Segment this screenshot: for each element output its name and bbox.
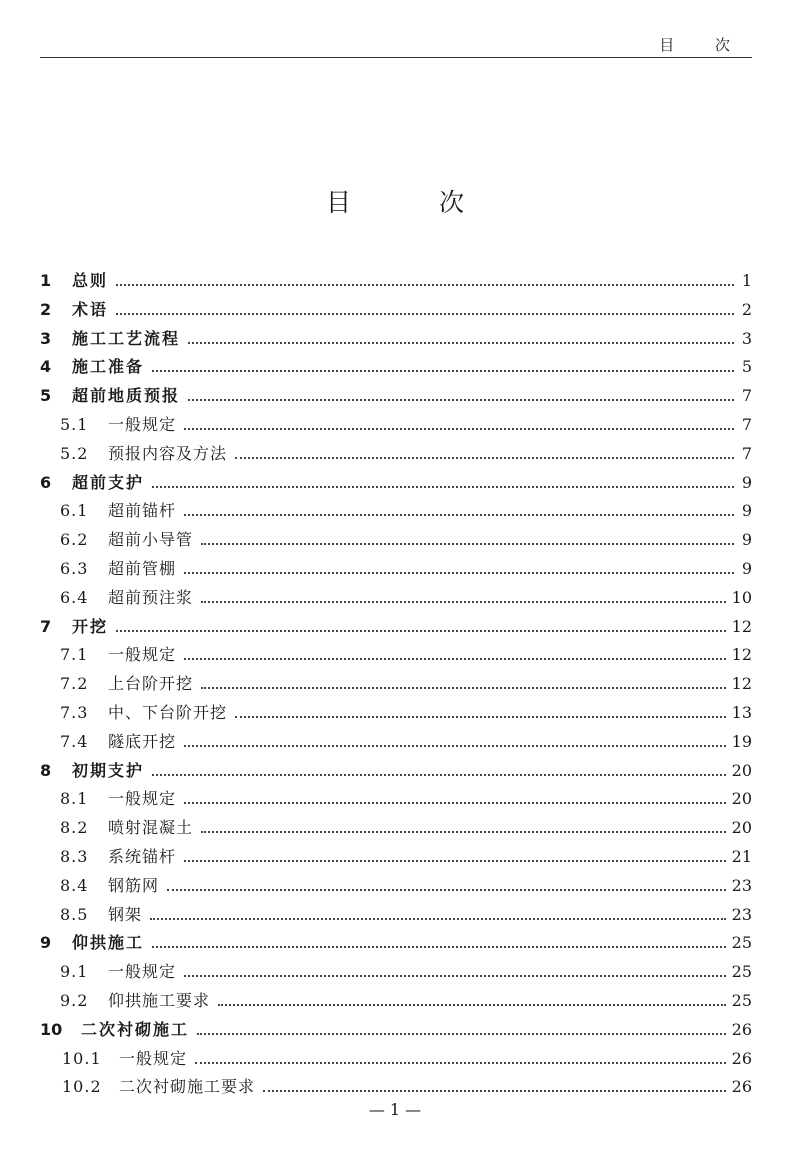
toc-entry-10-2[interactable] [40, 1074, 752, 1103]
dot-leader [184, 802, 726, 804]
toc-entry-title: 钢筋网 [108, 875, 160, 895]
dot-leader [184, 860, 726, 862]
dot-leader [201, 687, 726, 689]
running-header: 目 次 [659, 36, 748, 54]
dot-leader [218, 1004, 726, 1006]
dot-leader [184, 658, 726, 660]
toc-entry-9[interactable] [40, 930, 752, 959]
toc-entry-title: 总则 [72, 271, 109, 290]
dot-leader [152, 486, 734, 488]
toc-entry-title: 仰拱施工要求 [108, 990, 211, 1010]
toc-entry-number: 7 [40, 616, 52, 636]
toc-entry-number: 6.1 [60, 501, 89, 521]
toc-entry-page: 20 [731, 818, 752, 838]
toc-entry-title: 上台阶开挖 [108, 674, 194, 694]
toc-entry-number: 8.5 [60, 904, 89, 924]
toc-entry-title: 术语 [72, 299, 109, 319]
toc-entry-page: 5 [741, 357, 752, 377]
toc-entry-page: 21 [731, 846, 752, 866]
toc-entry-page: 12 [731, 616, 752, 636]
toc-entry-number: 9 [40, 933, 52, 953]
dot-leader [150, 918, 726, 920]
toc-entry-title: 系统锚杆 [108, 846, 177, 866]
header-rule [40, 57, 752, 58]
toc-entry-number: 8 [40, 760, 52, 780]
page-title: 目 次 [326, 188, 504, 217]
toc-entry-page: 23 [731, 904, 752, 924]
toc-entry-page: 12 [731, 674, 752, 694]
toc-entry-page: 10 [731, 587, 752, 607]
toc-entry-6-3[interactable] [40, 556, 752, 585]
toc-entry-page: 1 [741, 271, 752, 290]
toc-entry-title: 一般规定 [108, 645, 177, 665]
toc-entry-7-4[interactable] [40, 729, 752, 758]
toc-entry-page: 25 [731, 990, 752, 1010]
toc-entry-7-2[interactable] [40, 671, 752, 700]
toc-entry-page: 19 [731, 731, 752, 751]
dot-leader [263, 1090, 726, 1092]
toc-entry-6[interactable] [40, 470, 752, 499]
toc-entry-number: 4 [40, 357, 52, 377]
dot-leader [184, 428, 734, 430]
toc-entry-page: 7 [741, 386, 752, 406]
toc-entry-title: 超前锚杆 [108, 501, 177, 521]
toc-entry-8-4[interactable] [40, 873, 752, 902]
toc-entry-number: 5.1 [60, 414, 89, 434]
toc-entry-8-2[interactable] [40, 815, 752, 844]
toc-entry-9-1[interactable] [40, 959, 752, 988]
toc-entry-4[interactable] [40, 354, 752, 383]
dot-leader [201, 831, 726, 833]
toc-entry-number: 8.3 [60, 846, 89, 866]
dot-leader [152, 370, 734, 372]
toc-entry-number: 5 [40, 386, 52, 406]
toc-entry-5[interactable] [40, 383, 752, 412]
toc-entry-number: 7.3 [60, 702, 89, 722]
dot-leader [116, 284, 734, 286]
toc-entry-page: 26 [731, 1019, 752, 1039]
toc-entry-title: 仰拱施工 [72, 933, 145, 953]
toc-entry-title: 开挖 [72, 616, 109, 636]
toc-entry-title: 钢架 [108, 904, 143, 924]
toc-entry-page: 26 [731, 1048, 752, 1068]
toc-entry-5-1[interactable] [40, 412, 752, 441]
toc-entry-title: 超前管棚 [108, 558, 177, 578]
toc-entry-9-2[interactable] [40, 988, 752, 1017]
toc-entry-page: 9 [741, 558, 752, 578]
toc-entry-number: 10 [40, 1019, 63, 1039]
dot-leader [184, 745, 726, 747]
toc-entry-number: 9.1 [60, 962, 89, 982]
page-number: — 1 — [368, 1100, 422, 1119]
dot-leader [152, 946, 726, 948]
toc-entry-page: 9 [741, 472, 752, 492]
toc-entry-page: 12 [731, 645, 752, 665]
toc-entry-6-2[interactable] [40, 527, 752, 556]
toc-entry-8-5[interactable] [40, 902, 752, 931]
toc-entry-title: 一般规定 [108, 789, 177, 809]
toc-entry-page: 9 [741, 501, 752, 521]
dot-leader [116, 313, 734, 315]
toc-entry-5-2[interactable] [40, 441, 752, 470]
dot-leader [188, 399, 734, 401]
toc-entry-page: 20 [731, 760, 752, 780]
toc-entry-page: 23 [731, 875, 752, 895]
toc-entry-title: 超前支护 [72, 472, 145, 492]
toc-entry-6-1[interactable] [40, 498, 752, 527]
toc-entry-8[interactable] [40, 758, 752, 787]
toc-entry-title: 中、下台阶开挖 [108, 702, 228, 722]
toc-entry-page: 9 [741, 530, 752, 550]
toc-entry-page: 7 [741, 414, 752, 434]
toc-entry-number: 6.2 [60, 530, 89, 550]
toc-entry-6-4[interactable] [40, 585, 752, 614]
toc-entry-title: 隧底开挖 [108, 731, 177, 751]
toc-entry-page: 25 [731, 962, 752, 982]
toc-entry-number: 6.4 [60, 587, 89, 607]
toc-entry-title: 二次衬砌施工要求 [119, 1077, 256, 1097]
toc-entry-title: 超前小导管 [108, 530, 194, 550]
toc-entry-page: 3 [741, 328, 752, 348]
dot-leader [235, 716, 726, 718]
toc-entry-number: 7.1 [60, 645, 89, 665]
dot-leader [167, 889, 726, 891]
toc-entry-page: 26 [731, 1077, 752, 1097]
toc-entry-number: 6 [40, 472, 52, 492]
toc-entry-number: 9.2 [60, 990, 89, 1010]
toc-entry-7-3[interactable] [40, 700, 752, 729]
toc-entry-title: 喷射混凝土 [108, 818, 194, 838]
table-of-contents [40, 268, 752, 1103]
toc-entry-page: 13 [731, 702, 752, 722]
toc-entry-title: 超前预注浆 [108, 587, 194, 607]
dot-leader [195, 1062, 726, 1064]
toc-entry-number: 6.3 [60, 558, 89, 578]
dot-leader [184, 514, 734, 516]
toc-entry-number: 7.2 [60, 674, 89, 694]
toc-entry-title: 超前地质预报 [72, 386, 181, 406]
toc-entry-7-1[interactable] [40, 642, 752, 671]
toc-entry-8-1[interactable] [40, 786, 752, 815]
toc-entry-number: 8.4 [60, 875, 89, 895]
toc-entry-10[interactable] [40, 1017, 752, 1046]
dot-leader [188, 342, 734, 344]
dot-leader [201, 601, 726, 603]
toc-entry-title: 二次衬砌施工 [81, 1019, 190, 1039]
dot-leader [116, 630, 726, 632]
toc-entry-title: 施工工艺流程 [72, 328, 181, 348]
toc-entry-7[interactable] [40, 614, 752, 643]
dot-leader [201, 543, 734, 545]
toc-entry-page: 7 [741, 443, 752, 463]
toc-entry-number: 5.2 [60, 443, 89, 463]
toc-entry-3[interactable] [40, 326, 752, 355]
toc-entry-1[interactable] [40, 268, 752, 297]
toc-entry-number: 8.2 [60, 818, 89, 838]
toc-entry-number: 8.1 [60, 789, 89, 809]
toc-entry-2[interactable] [40, 297, 752, 326]
dot-leader [235, 457, 734, 459]
dot-leader [184, 572, 734, 574]
toc-entry-number: 1 [40, 271, 52, 290]
toc-entry-page: 2 [741, 299, 752, 319]
toc-entry-page: 20 [731, 789, 752, 809]
toc-entry-number: 10.1 [62, 1048, 102, 1068]
toc-entry-title: 初期支护 [72, 760, 145, 780]
dot-leader [184, 975, 726, 977]
dot-leader [197, 1033, 726, 1035]
toc-entry-number: 3 [40, 328, 52, 348]
toc-entry-title: 一般规定 [108, 962, 177, 982]
toc-entry-number: 2 [40, 299, 52, 319]
dot-leader [152, 774, 726, 776]
toc-entry-title: 一般规定 [119, 1048, 188, 1068]
toc-entry-number: 7.4 [60, 731, 89, 751]
toc-entry-page: 25 [731, 933, 752, 953]
toc-entry-number: 10.2 [62, 1077, 102, 1097]
toc-entry-8-3[interactable] [40, 844, 752, 873]
toc-entry-title: 预报内容及方法 [108, 443, 228, 463]
toc-entry-title: 一般规定 [108, 414, 177, 434]
toc-entry-10-1[interactable] [40, 1046, 752, 1075]
toc-entry-title: 施工准备 [72, 357, 145, 377]
